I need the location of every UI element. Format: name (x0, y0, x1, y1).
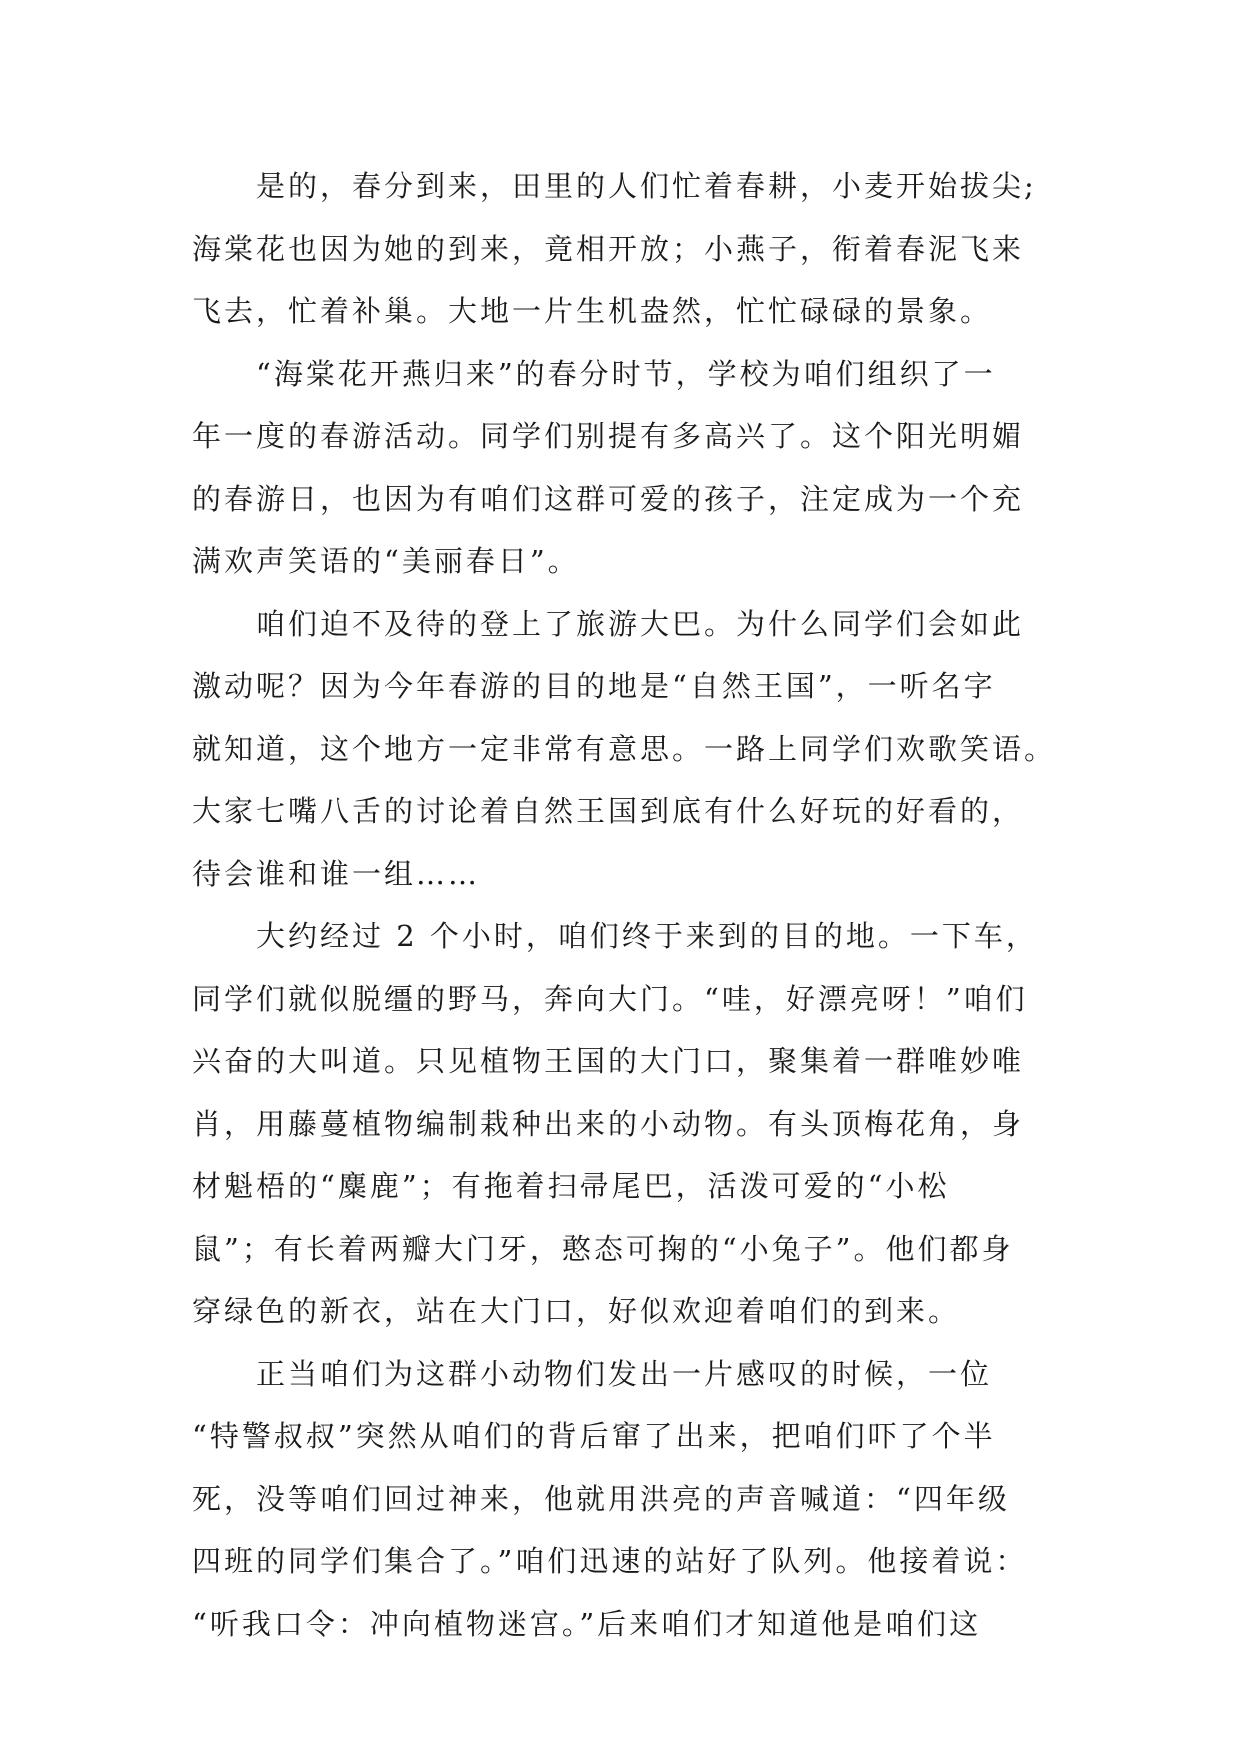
text-line: 大家七嘴八舌的讨论着自然王国到底有什么好玩的好看的， (192, 794, 1025, 828)
paragraph-1 (192, 155, 1092, 343)
text-line: 材魁梧的“麋鹿”；有拖着扫帚尾巴，活泼可爱的“小松 (192, 1169, 950, 1203)
text-line: 鼠”；有长着两瓣大门牙，憨态可掬的“小兔子”。他们都身 (192, 1231, 1014, 1266)
text-line: 海棠花也因为她的到来，竟相开放；小燕子，衔着春泥飞来 (192, 231, 1025, 266)
document-body (192, 155, 1092, 1655)
text-line: 肖，用藤蔓植物编制栽种出来的小动物。有头顶梅花角，身 (192, 1106, 1025, 1141)
text-line: 年一度的春游活动。同学们别提有多高兴了。这个阳光明媚 (192, 419, 1025, 453)
text-line: 飞去，忙着补巢。大地一片生机盎然，忙忙碌碌的景象。 (192, 294, 993, 328)
text-line: 同学们就似脱缰的野马，奔向大门。“哇，好漂亮呀！”咱们 (192, 981, 1028, 1016)
text-line: “海棠花开燕归来”的春分时节，学校为咱们组织了一 (256, 356, 996, 391)
paragraph-2 (192, 343, 1092, 593)
text-line: 死，没等咱们回过神来，他就用洪亮的声音喊道：“四年级 (192, 1481, 1010, 1516)
text-line: 大约经过 2 个小时，咱们终于来到的目的地。一下车， (256, 919, 1038, 953)
text-line: 的春游日，也因为有咱们这群可爱的孩子，注定成为一个充 (192, 481, 1025, 516)
text-line: 激动呢？因为今年春游的目的地是“自然王国”，一听名字 (192, 669, 996, 703)
text-line: 正当咱们为这群小动物们发出一片感叹的时候，一位 (256, 1356, 993, 1391)
text-line: 四班的同学们集合了。”咱们迅速的站好了队列。他接着说： (192, 1544, 1028, 1578)
text-line: 咱们迫不及待的登上了旅游大巴。为什么同学们会如此 (256, 606, 1025, 641)
text-line: 满欢声笑语的“美丽春日”。 (192, 544, 580, 578)
text-line: 就知道，这个地方一定非常有意思。一路上同学们欢歌笑语。 (192, 731, 1057, 766)
text-line: “听我口令：冲向植物迷宫。”后来咱们才知道他是咱们这 (192, 1606, 982, 1641)
text-line: 待会谁和谁一组…… (192, 856, 481, 891)
paragraph-5 (192, 1343, 1092, 1656)
paragraph-3 (192, 593, 1092, 906)
text-line: 穿绿色的新衣，站在大门口，好似欢迎着咱们的到来。 (192, 1294, 961, 1328)
paragraph-4 (192, 905, 1092, 1343)
text-line: 是的，春分到来，田里的人们忙着春耕，小麦开始拔尖; (256, 169, 1037, 203)
text-line: 兴奋的大叫道。只见植物王国的大门口，聚集着一群唯妙唯 (192, 1044, 1025, 1078)
text-line: “特警叔叔”突然从咱们的背后窜了出来，把咱们吓了个半 (192, 1419, 996, 1453)
